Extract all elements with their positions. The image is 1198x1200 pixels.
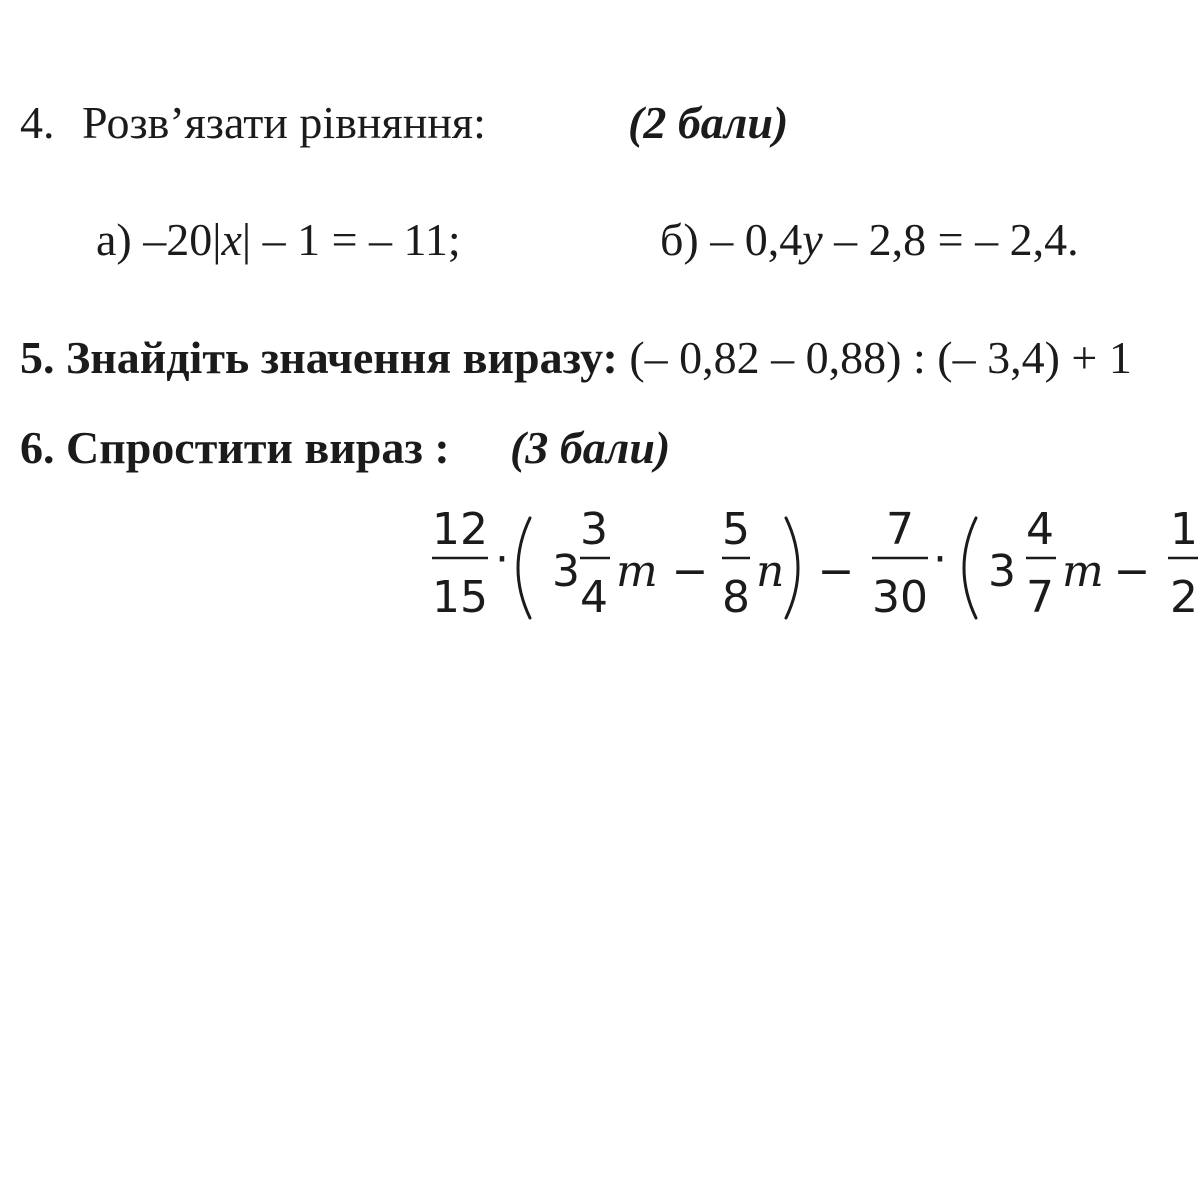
equation-a-label: а)	[96, 214, 132, 265]
right-paren-1	[786, 518, 798, 618]
task-5-number: 5.	[20, 332, 55, 383]
equation-a-right: | – 1 = – 11;	[241, 214, 461, 265]
minus-sign-3: −	[1113, 546, 1151, 597]
multiply-dot-1: ·	[495, 534, 509, 585]
task-6-heading	[20, 422, 450, 473]
fraction-4-numerator: 7	[886, 504, 914, 555]
task-4-points: (2 бали)	[628, 97, 789, 148]
task-4-title: Розв’язати рівняння:	[82, 97, 486, 148]
fraction-5-denominator: 7	[1026, 572, 1054, 623]
equation-a-variable: x	[221, 214, 242, 265]
equation-b-variable: y	[802, 214, 823, 265]
whole-number-1: 3	[552, 546, 580, 597]
task-6-number: 6.	[20, 422, 55, 473]
equation-b-left: – 0,4	[710, 214, 803, 265]
multiply-dot-2: ·	[933, 534, 947, 585]
left-paren-1	[518, 518, 530, 618]
task-5-expression: (– 0,82 – 0,88) : (– 3,4) + 1	[629, 332, 1132, 383]
task-5-title: Знайдіть значення виразу:	[66, 332, 618, 383]
task-4-heading	[20, 97, 486, 148]
equation-b-right: – 2,8 = – 2,4.	[834, 214, 1079, 265]
variable-m-2: m	[1062, 546, 1104, 597]
fraction-1-denominator: 15	[432, 572, 488, 623]
variable-n: n	[756, 546, 785, 597]
minus-sign-2: −	[817, 546, 855, 597]
fraction-3-denominator: 8	[722, 572, 750, 623]
whole-number-2: 3	[988, 546, 1016, 597]
task-6-points: (3 бали)	[510, 422, 671, 473]
task-4-equation-a	[96, 214, 461, 265]
expression-canvas	[426, 500, 1198, 640]
fraction-1-numerator: 12	[432, 504, 488, 555]
task-6-expression	[426, 500, 1198, 640]
fraction-3-numerator: 5	[722, 504, 750, 555]
fraction-6-numerator: 1	[1170, 504, 1198, 555]
task-4-equation-b	[660, 214, 1079, 265]
task-6-title: Спростити вираз :	[66, 422, 450, 473]
task-4-number: 4.	[20, 97, 55, 148]
equation-a-left: –20|	[143, 214, 222, 265]
fraction-4-denominator: 30	[872, 572, 928, 623]
task-5-heading	[20, 332, 1132, 383]
left-paren-2	[964, 518, 976, 618]
fraction-2-numerator: 3	[580, 504, 608, 555]
minus-sign-1: −	[671, 546, 709, 597]
variable-m-1: m	[616, 546, 658, 597]
fraction-2-denominator: 4	[580, 572, 608, 623]
fraction-6-denominator: 2	[1170, 572, 1198, 623]
fraction-5-numerator: 4	[1026, 504, 1054, 555]
equation-b-label: б)	[660, 214, 699, 265]
